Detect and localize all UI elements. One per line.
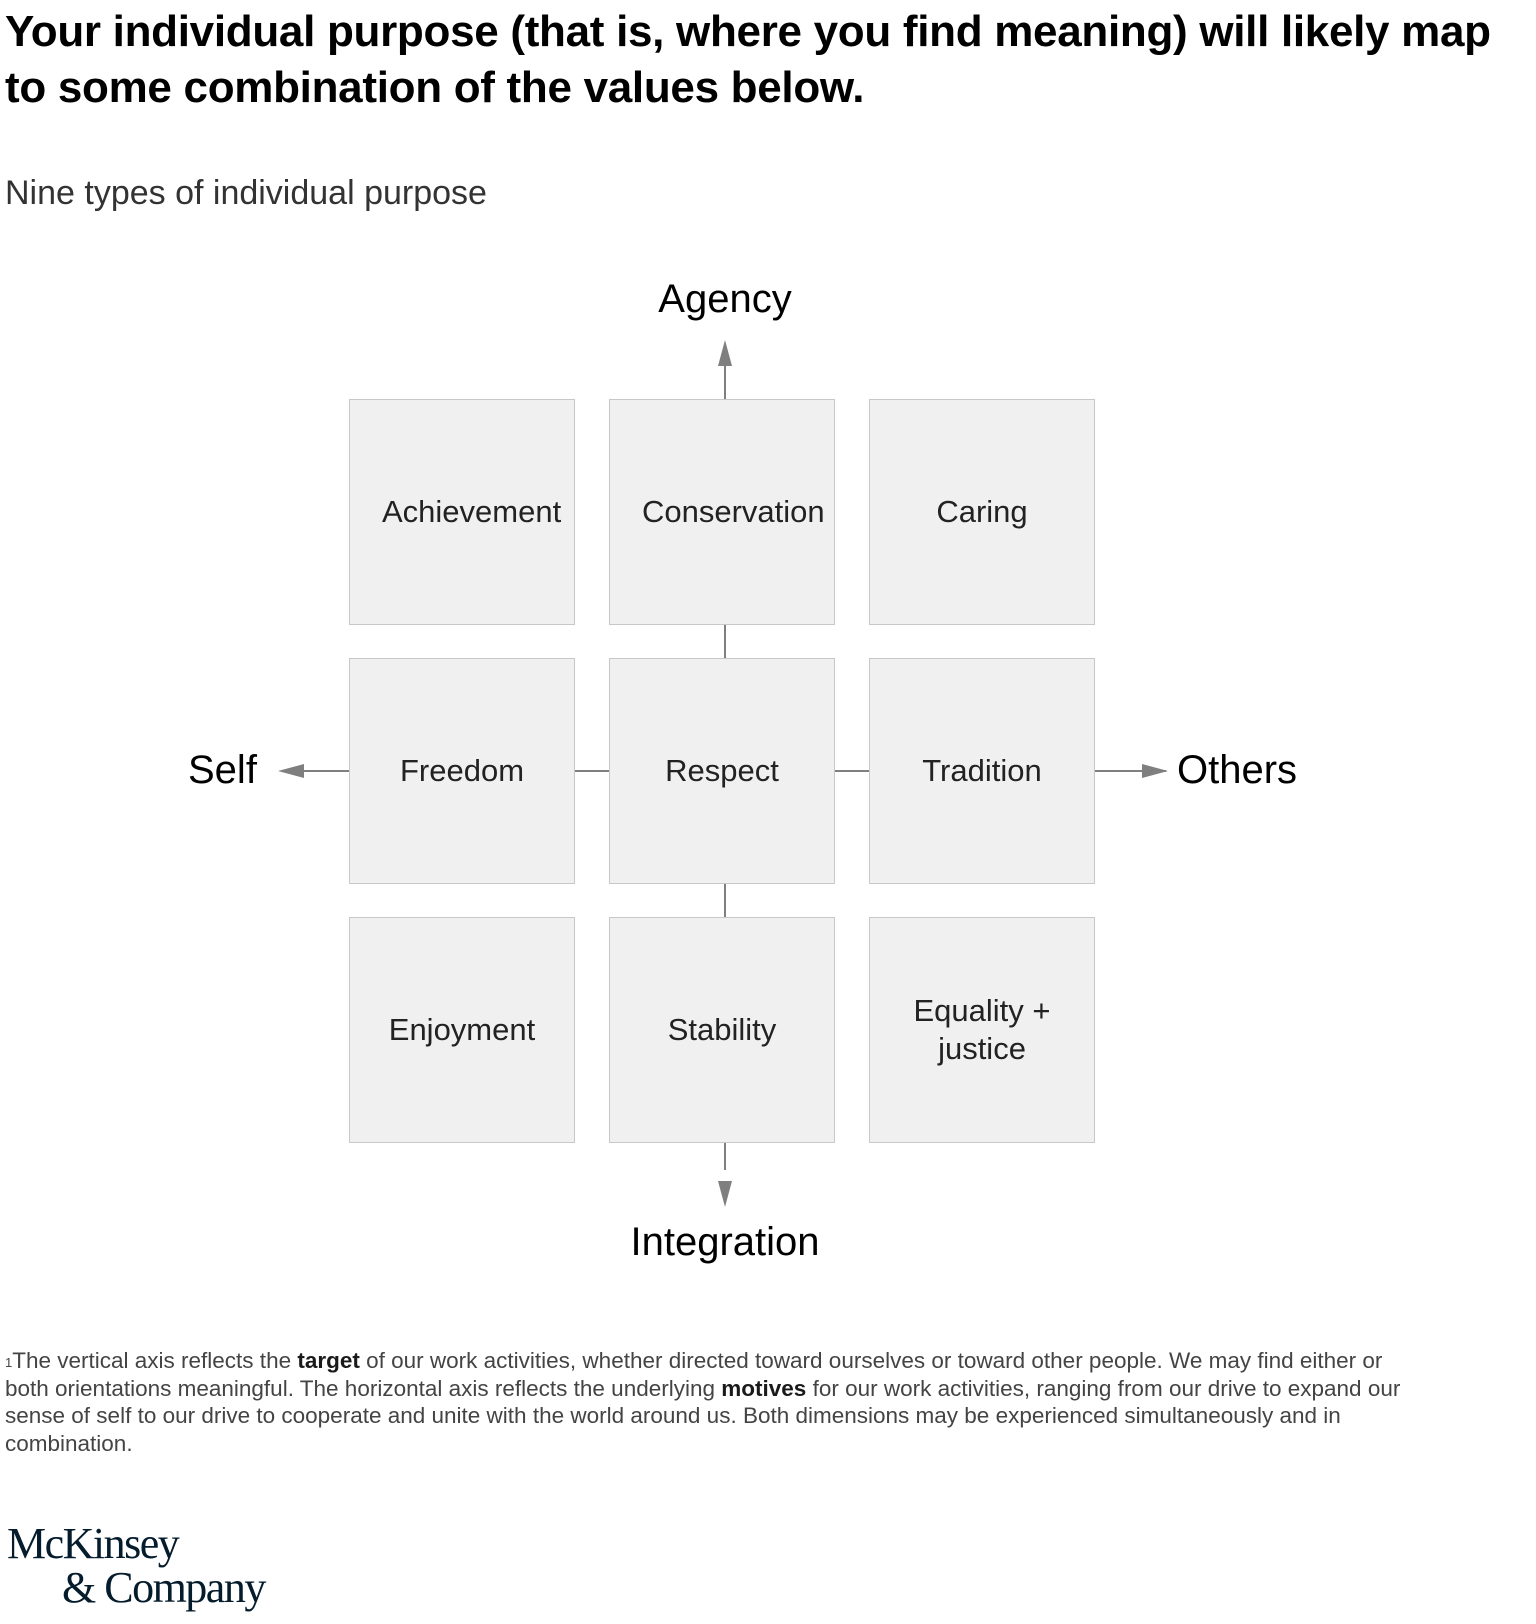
cell-respect: [609, 658, 835, 884]
self-arrow-icon: [278, 764, 304, 778]
footnote-text: for our work activities, ranging from our drive to expand our sense of self to our drive to cooperate and unite with the world around us. Both dimensions may be experienced simultaneously and in combination.: [5, 1375, 1401, 1456]
cell-label: Caring: [936, 494, 1028, 529]
cell-label: Enjoyment: [388, 1012, 536, 1047]
cell-stability: [609, 917, 835, 1143]
cell-label: Respect: [665, 753, 779, 788]
cell-caring: [869, 399, 1095, 625]
axis-label-agency: Agency: [658, 277, 792, 321]
footnote-text: of our work activities, whether directed toward ourselves or toward other people. We may find either or both orientations meaningful. The horizontal axis reflects the underlying: [5, 1348, 1383, 1401]
footnote: [5, 1347, 1425, 1457]
footnote-bold-target: target: [297, 1348, 360, 1373]
footnote-text: The vertical axis reflects the: [12, 1348, 298, 1373]
logo-line-2: & Company: [62, 1563, 265, 1612]
axis-label-others: Others: [1177, 748, 1298, 792]
cell-label: Equality + justice: [913, 993, 1051, 1066]
cell-tradition: [869, 658, 1095, 884]
footnote-marker: 1: [5, 1355, 13, 1370]
cell-achievement: [349, 399, 575, 625]
axis-label-integration: Integration: [630, 1220, 820, 1264]
integration-arrow-icon: [718, 1181, 732, 1207]
logo-line-1: McKinsey: [7, 1519, 179, 1568]
cell-enjoyment: [349, 917, 575, 1143]
others-arrow-icon: [1142, 764, 1168, 778]
axis-label-self: Self: [188, 748, 257, 792]
page-subtitle: Nine types of individual purpose: [5, 174, 487, 212]
cell-conservation: [609, 399, 835, 625]
cell-equality-justice: [869, 917, 1095, 1143]
cell-label: Stability: [667, 1012, 777, 1047]
agency-arrow-icon: [718, 340, 732, 366]
footnote-bold-motives: motives: [721, 1375, 807, 1401]
cell-label: Achievement: [382, 494, 562, 529]
cell-label: Conservation: [642, 494, 825, 529]
cell-label: Tradition: [922, 753, 1042, 788]
cell-freedom: [349, 658, 575, 884]
mckinsey-logo: [7, 1519, 265, 1612]
cell-label: Freedom: [399, 753, 525, 788]
page-title: Your individual purpose (that is, where you find meaning) will likely map to some combination of the values below.: [5, 7, 1491, 112]
